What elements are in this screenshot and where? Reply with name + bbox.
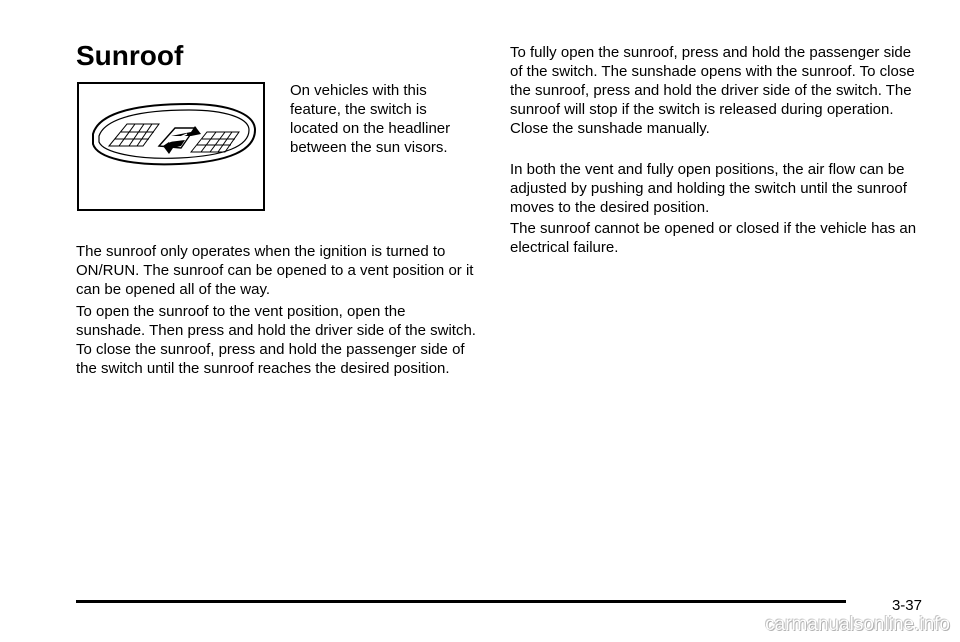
section-title: Sunroof bbox=[76, 40, 184, 71]
sunroof-switch-illustration bbox=[77, 82, 265, 211]
paragraph-fully-open: To fully open the sunroof, press and hold the passenger side of the switch. The sunshade opens with the sunroof. To close the sunroof, press and hold the driver side of the switch. The sunroof will stop if the switch is released during operation. Close the sunshade manually. bbox=[510, 44, 915, 137]
paragraph-electrical-failure: The sunroof cannot be opened or closed if the vehicle has an electrical failure. bbox=[510, 220, 917, 256]
page-number: 3-37 bbox=[891, 597, 922, 614]
sunroof-switch-icon bbox=[79, 84, 263, 209]
figure-caption: On vehicles with this feature, the switch is located on the headliner between the sun visors. bbox=[290, 82, 451, 156]
paragraph-vent-position: To open the sunroof to the vent position, open the sunshade. Then press and hold the driver side of the switch. To close the sunroof, press and hold the passenger side of the switch until the sunroof reaches the desired position. bbox=[76, 303, 476, 377]
paragraph-ignition: The sunroof only operates when the ignition is turned to ON/RUN. The sunroof can be opened to a vent position or it can be opened all of the way. bbox=[76, 243, 474, 298]
watermark: carmanualsonline.info bbox=[765, 614, 950, 635]
paragraph-air-flow: In both the vent and fully open positions, the air flow can be adjusted by pushing and holding the switch until the sunroof moves to the desired position. bbox=[510, 161, 907, 216]
footer-rule bbox=[76, 600, 846, 603]
